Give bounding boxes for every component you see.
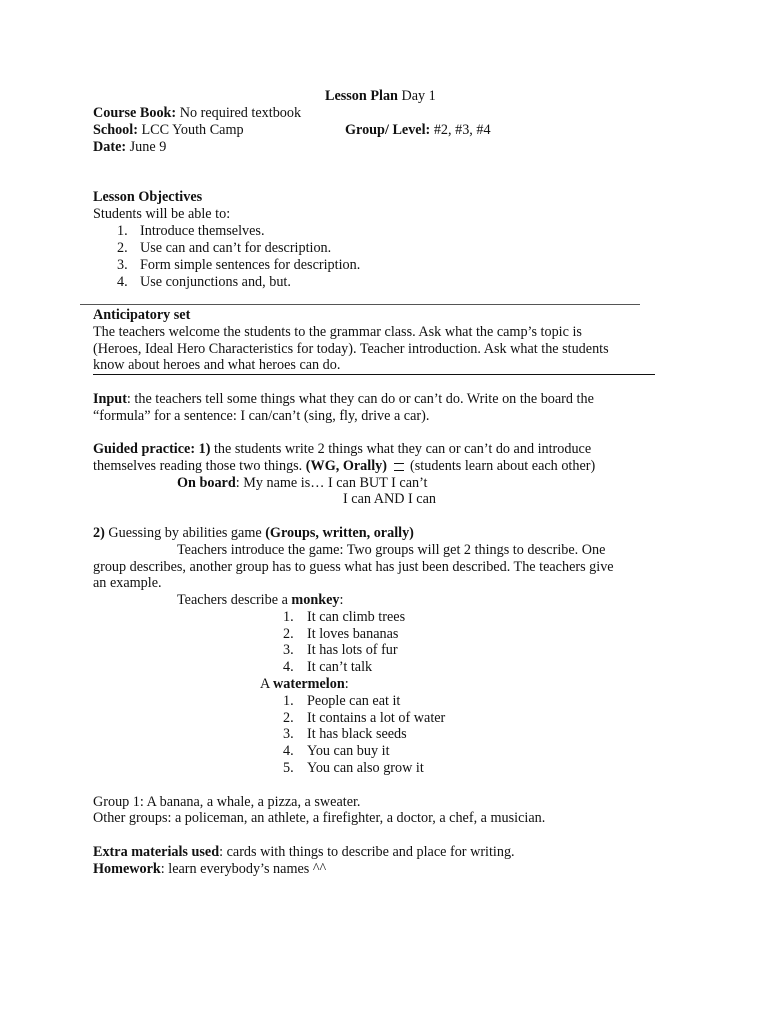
homework-label: Homework xyxy=(93,861,161,877)
monkey-num-2: 2. xyxy=(283,626,294,642)
date-label: Date: xyxy=(93,139,127,155)
objective-num-4: 4. xyxy=(117,274,128,290)
homework-value: : learn everybody’s names ^^ xyxy=(160,861,327,877)
monkey-post: : xyxy=(339,592,344,608)
section-divider-bottom xyxy=(93,374,655,375)
objective-num-2: 2. xyxy=(117,240,128,256)
document-title xyxy=(325,88,436,105)
objective-num-1: 1. xyxy=(117,223,128,239)
guided-line-1 xyxy=(93,441,591,458)
watermelon-post: : xyxy=(344,676,349,692)
watermelon-item-5: You can also grow it xyxy=(307,760,424,776)
watermelon-num-3: 3. xyxy=(283,726,294,742)
input-text-1: : the teachers tell some things what they can do or can’t do. Write on the board the xyxy=(126,391,594,407)
onboard-text-1: : My name is… I can BUT I can’t xyxy=(235,475,428,491)
game-mode: (Groups, written, orally) xyxy=(265,525,414,541)
input-line-2: “formula” for a sentence: I can/can’t (sing, fly, drive a car). xyxy=(93,408,430,424)
group-level-label: Group/ Level: xyxy=(345,122,431,138)
date-line xyxy=(93,139,166,156)
school-value: LCC Youth Camp xyxy=(137,122,244,138)
title-day: Day 1 xyxy=(397,88,436,104)
objectives-intro: Students will be able to: xyxy=(93,206,231,222)
monkey-item-3: It has lots of fur xyxy=(307,642,398,658)
objectives-heading-text: Lesson Objectives xyxy=(93,189,203,205)
onboard-label: On board xyxy=(177,475,236,491)
group-1-line: Group 1: A banana, a whale, a pizza, a sweater. xyxy=(93,794,361,810)
watermelon-item-4: You can buy it xyxy=(307,743,390,759)
school-label: School: xyxy=(93,122,138,138)
guided-line-2 xyxy=(93,458,595,475)
guided-text-2: themselves reading those two things. xyxy=(93,458,306,474)
monkey-word: monkey xyxy=(291,592,340,608)
monkey-num-1: 1. xyxy=(283,609,294,625)
objective-num-3: 3. xyxy=(117,257,128,273)
guided-mode: (WG, Orally) xyxy=(305,458,387,474)
course-book-label: Course Book: xyxy=(93,105,177,121)
guided-text-3: (students learn about each other) xyxy=(406,458,596,474)
input-label: Input xyxy=(93,391,127,407)
game-intro-3: an example. xyxy=(93,575,162,591)
objective-item-1: Introduce themselves. xyxy=(140,223,265,239)
monkey-heading xyxy=(177,592,343,609)
watermelon-num-2: 2. xyxy=(283,710,294,726)
anticipatory-line-2: (Heroes, Ideal Hero Characteristics for today). Teacher introduction. Ask what the students xyxy=(93,341,609,357)
monkey-item-1: It can climb trees xyxy=(307,609,406,625)
onboard-line-2: I can AND I can xyxy=(343,491,436,507)
watermelon-num-4: 4. xyxy=(283,743,294,759)
section-divider-top xyxy=(80,304,640,305)
game-intro-2: group describes, another group has to guess what has just been described. The teachers give xyxy=(93,559,614,575)
watermelon-heading xyxy=(260,676,349,693)
date-value: June 9 xyxy=(126,139,167,155)
course-book-line xyxy=(93,105,301,122)
monkey-num-4: 4. xyxy=(283,659,294,675)
other-groups-line: Other groups: a policeman, an athlete, a firefighter, a doctor, a chef, a musician. xyxy=(93,810,546,826)
homework-line xyxy=(93,861,326,878)
materials-line xyxy=(93,844,515,861)
guided-text-1: the students write 2 things what they can or can’t do and introduce xyxy=(210,441,592,457)
equals-icon xyxy=(394,463,404,471)
watermelon-pre: A xyxy=(260,676,274,692)
objective-item-2: Use can and can’t for description. xyxy=(140,240,332,256)
group-level-line xyxy=(345,122,491,139)
game-num: 2) xyxy=(93,525,105,541)
course-book-value: No required textbook xyxy=(176,105,302,121)
school-line xyxy=(93,122,244,139)
group-level-value: #2, #3, #4 xyxy=(430,122,491,138)
onboard-line-1 xyxy=(177,475,428,492)
monkey-item-2: It loves bananas xyxy=(307,626,399,642)
objective-item-4: Use conjunctions and, but. xyxy=(140,274,291,290)
objective-item-3: Form simple sentences for description. xyxy=(140,257,361,273)
anticipatory-line-3: know about heroes and what heroes can do. xyxy=(93,357,341,373)
watermelon-item-3: It has black seeds xyxy=(307,726,407,742)
objectives-heading xyxy=(93,189,202,206)
game-title-line xyxy=(93,525,414,542)
watermelon-num-5: 5. xyxy=(283,760,294,776)
monkey-num-3: 3. xyxy=(283,642,294,658)
materials-label: Extra materials used xyxy=(93,844,220,860)
watermelon-word: watermelon xyxy=(273,676,345,692)
watermelon-item-1: People can eat it xyxy=(307,693,401,709)
watermelon-num-1: 1. xyxy=(283,693,294,709)
materials-value: : cards with things to describe and place for writing. xyxy=(219,844,515,860)
anticipatory-line-1: The teachers welcome the students to the grammar class. Ask what the camp’s topic is xyxy=(93,324,582,340)
title-bold: Lesson Plan xyxy=(325,88,398,104)
input-line-1 xyxy=(93,391,594,408)
anticipatory-heading-text: Anticipatory set xyxy=(93,307,191,323)
monkey-pre: Teachers describe a xyxy=(177,592,292,608)
anticipatory-heading xyxy=(93,307,190,324)
monkey-item-4: It can’t talk xyxy=(307,659,373,675)
guided-label: Guided practice: 1) xyxy=(93,441,211,457)
game-title: Guessing by abilities game xyxy=(104,525,266,541)
game-intro-1: Teachers introduce the game: Two groups will get 2 things to describe. One xyxy=(177,542,606,558)
watermelon-item-2: It contains a lot of water xyxy=(307,710,446,726)
